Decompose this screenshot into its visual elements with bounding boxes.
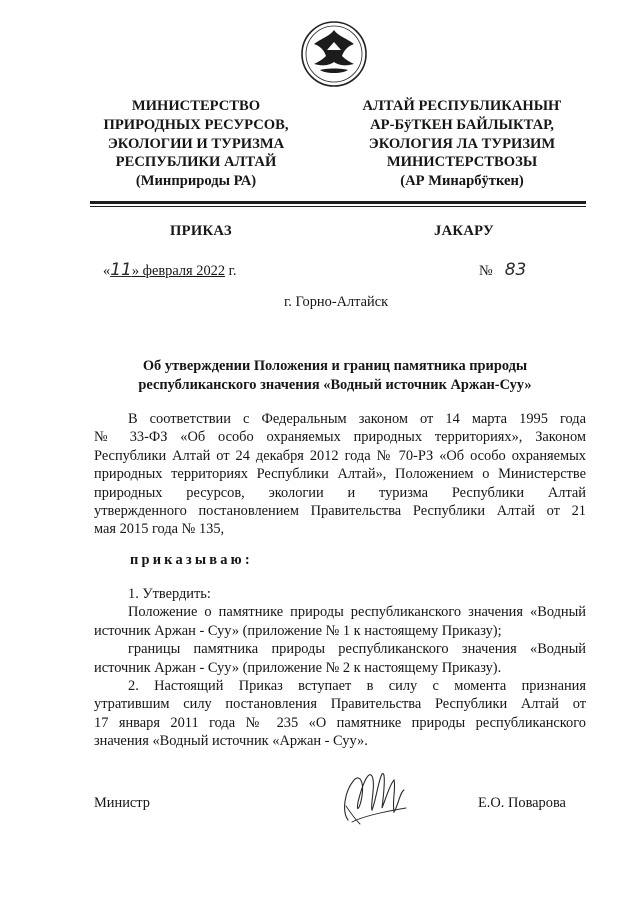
header-left-line: ЭКОЛОГИИ И ТУРИЗМА xyxy=(107,135,285,152)
header-divider-thin xyxy=(90,206,586,207)
ministry-name-altai xyxy=(344,97,580,191)
document-number xyxy=(479,260,526,280)
number-label: № xyxy=(479,263,493,279)
number-value-handwritten: 83 xyxy=(504,260,527,280)
document-city: г. Горно-Алтайск xyxy=(284,294,389,310)
preamble-line: мая 2015 года № 135, xyxy=(94,521,225,538)
item-line: источник Аржан - Суу» (приложение № 2 к настоящему Приказу). xyxy=(94,659,502,676)
document-type-altai: JАКАРУ xyxy=(434,223,495,239)
item-line: границы памятника природы республиканского значения «Водный xyxy=(128,641,586,658)
document-type-russian: ПРИКАЗ xyxy=(170,223,232,239)
title-line: Об утверждении Положения и границ памятника природы xyxy=(142,358,528,374)
handwritten-signature xyxy=(334,762,418,828)
header-right-line: АЛТАЙ РЕСПУБЛИКАНЫҤ xyxy=(362,98,562,114)
item-line: 17 января 2011 года № 235 «О памятнике природы республиканского xyxy=(94,714,586,731)
item-line: утратившим силу постановления Правительства Республики Алтай от xyxy=(94,696,586,713)
preamble-paragraph xyxy=(94,410,586,539)
date-open-quote: « xyxy=(103,263,111,279)
title-line: республиканского значения «Водный источник Аржан-Суу» xyxy=(138,376,532,393)
header-left-line: (Минприроды РА) xyxy=(135,173,257,190)
date-month-year: » февраля 2022 xyxy=(131,263,226,279)
signatory-name: Е.О. Поварова xyxy=(478,795,566,811)
ministry-name-russian xyxy=(70,97,322,191)
item-line: Положение о памятнике природы республиканского значения «Водный xyxy=(128,604,586,621)
document-title xyxy=(110,357,560,394)
header-right-line: МИНИСТЕРСТВОЗЫ xyxy=(386,154,538,171)
preamble-line: утвержденного постановлением Правительства Республики Алтай от 21 xyxy=(94,503,586,520)
preamble-line: природных территориях Республики Алтай», Положением о Министерстве xyxy=(94,466,586,483)
date-day-handwritten: 11 xyxy=(110,260,132,280)
date-suffix: г. xyxy=(225,263,237,279)
coat-of-arms-emblem xyxy=(300,20,368,88)
document-date xyxy=(103,260,237,280)
header-right-line: (АР Минарбÿткен) xyxy=(400,173,524,190)
signatory-position: Министр xyxy=(94,795,150,811)
header-left-line: РЕСПУБЛИКИ АЛТАЙ xyxy=(115,154,277,171)
header-right-line: АР-БÿТКЕН БАЙЛЫКТАР, xyxy=(370,116,554,133)
order-items xyxy=(94,585,586,751)
preamble-line: В соответствии с Федеральным законом от 14 марта 1995 года xyxy=(128,411,586,427)
item-line: источник Аржан - Суу» (приложение № 1 к настоящему Приказу); xyxy=(94,622,502,639)
header-left-line: ПРИРОДНЫХ РЕСУРСОВ, xyxy=(103,116,289,133)
preamble-line: № 33-ФЗ «Об особо охраняемых природных территориях», Законом xyxy=(94,429,586,446)
item-line: 2. Настоящий Приказ вступает в силу с момента признания xyxy=(128,678,586,695)
preamble-line: природных ресурсов, экологии и туризма Республики Алтай xyxy=(94,484,586,501)
header-right-line: ЭКОЛОГИЯ ЛА ТУРИЗИМ xyxy=(368,135,556,152)
preamble-line: Республики Алтай от 24 декабря 2012 года № 70-РЗ «Об особо охраняемых xyxy=(94,447,586,464)
item-line: 1. Утвердить: xyxy=(128,586,211,602)
header-left-line: МИНИСТЕРСТВО xyxy=(131,98,261,114)
item-line: значения «Водный источник «Аржан - Суу». xyxy=(94,733,368,750)
order-word: приказываю: xyxy=(130,552,253,568)
header-divider-thick xyxy=(90,201,586,204)
